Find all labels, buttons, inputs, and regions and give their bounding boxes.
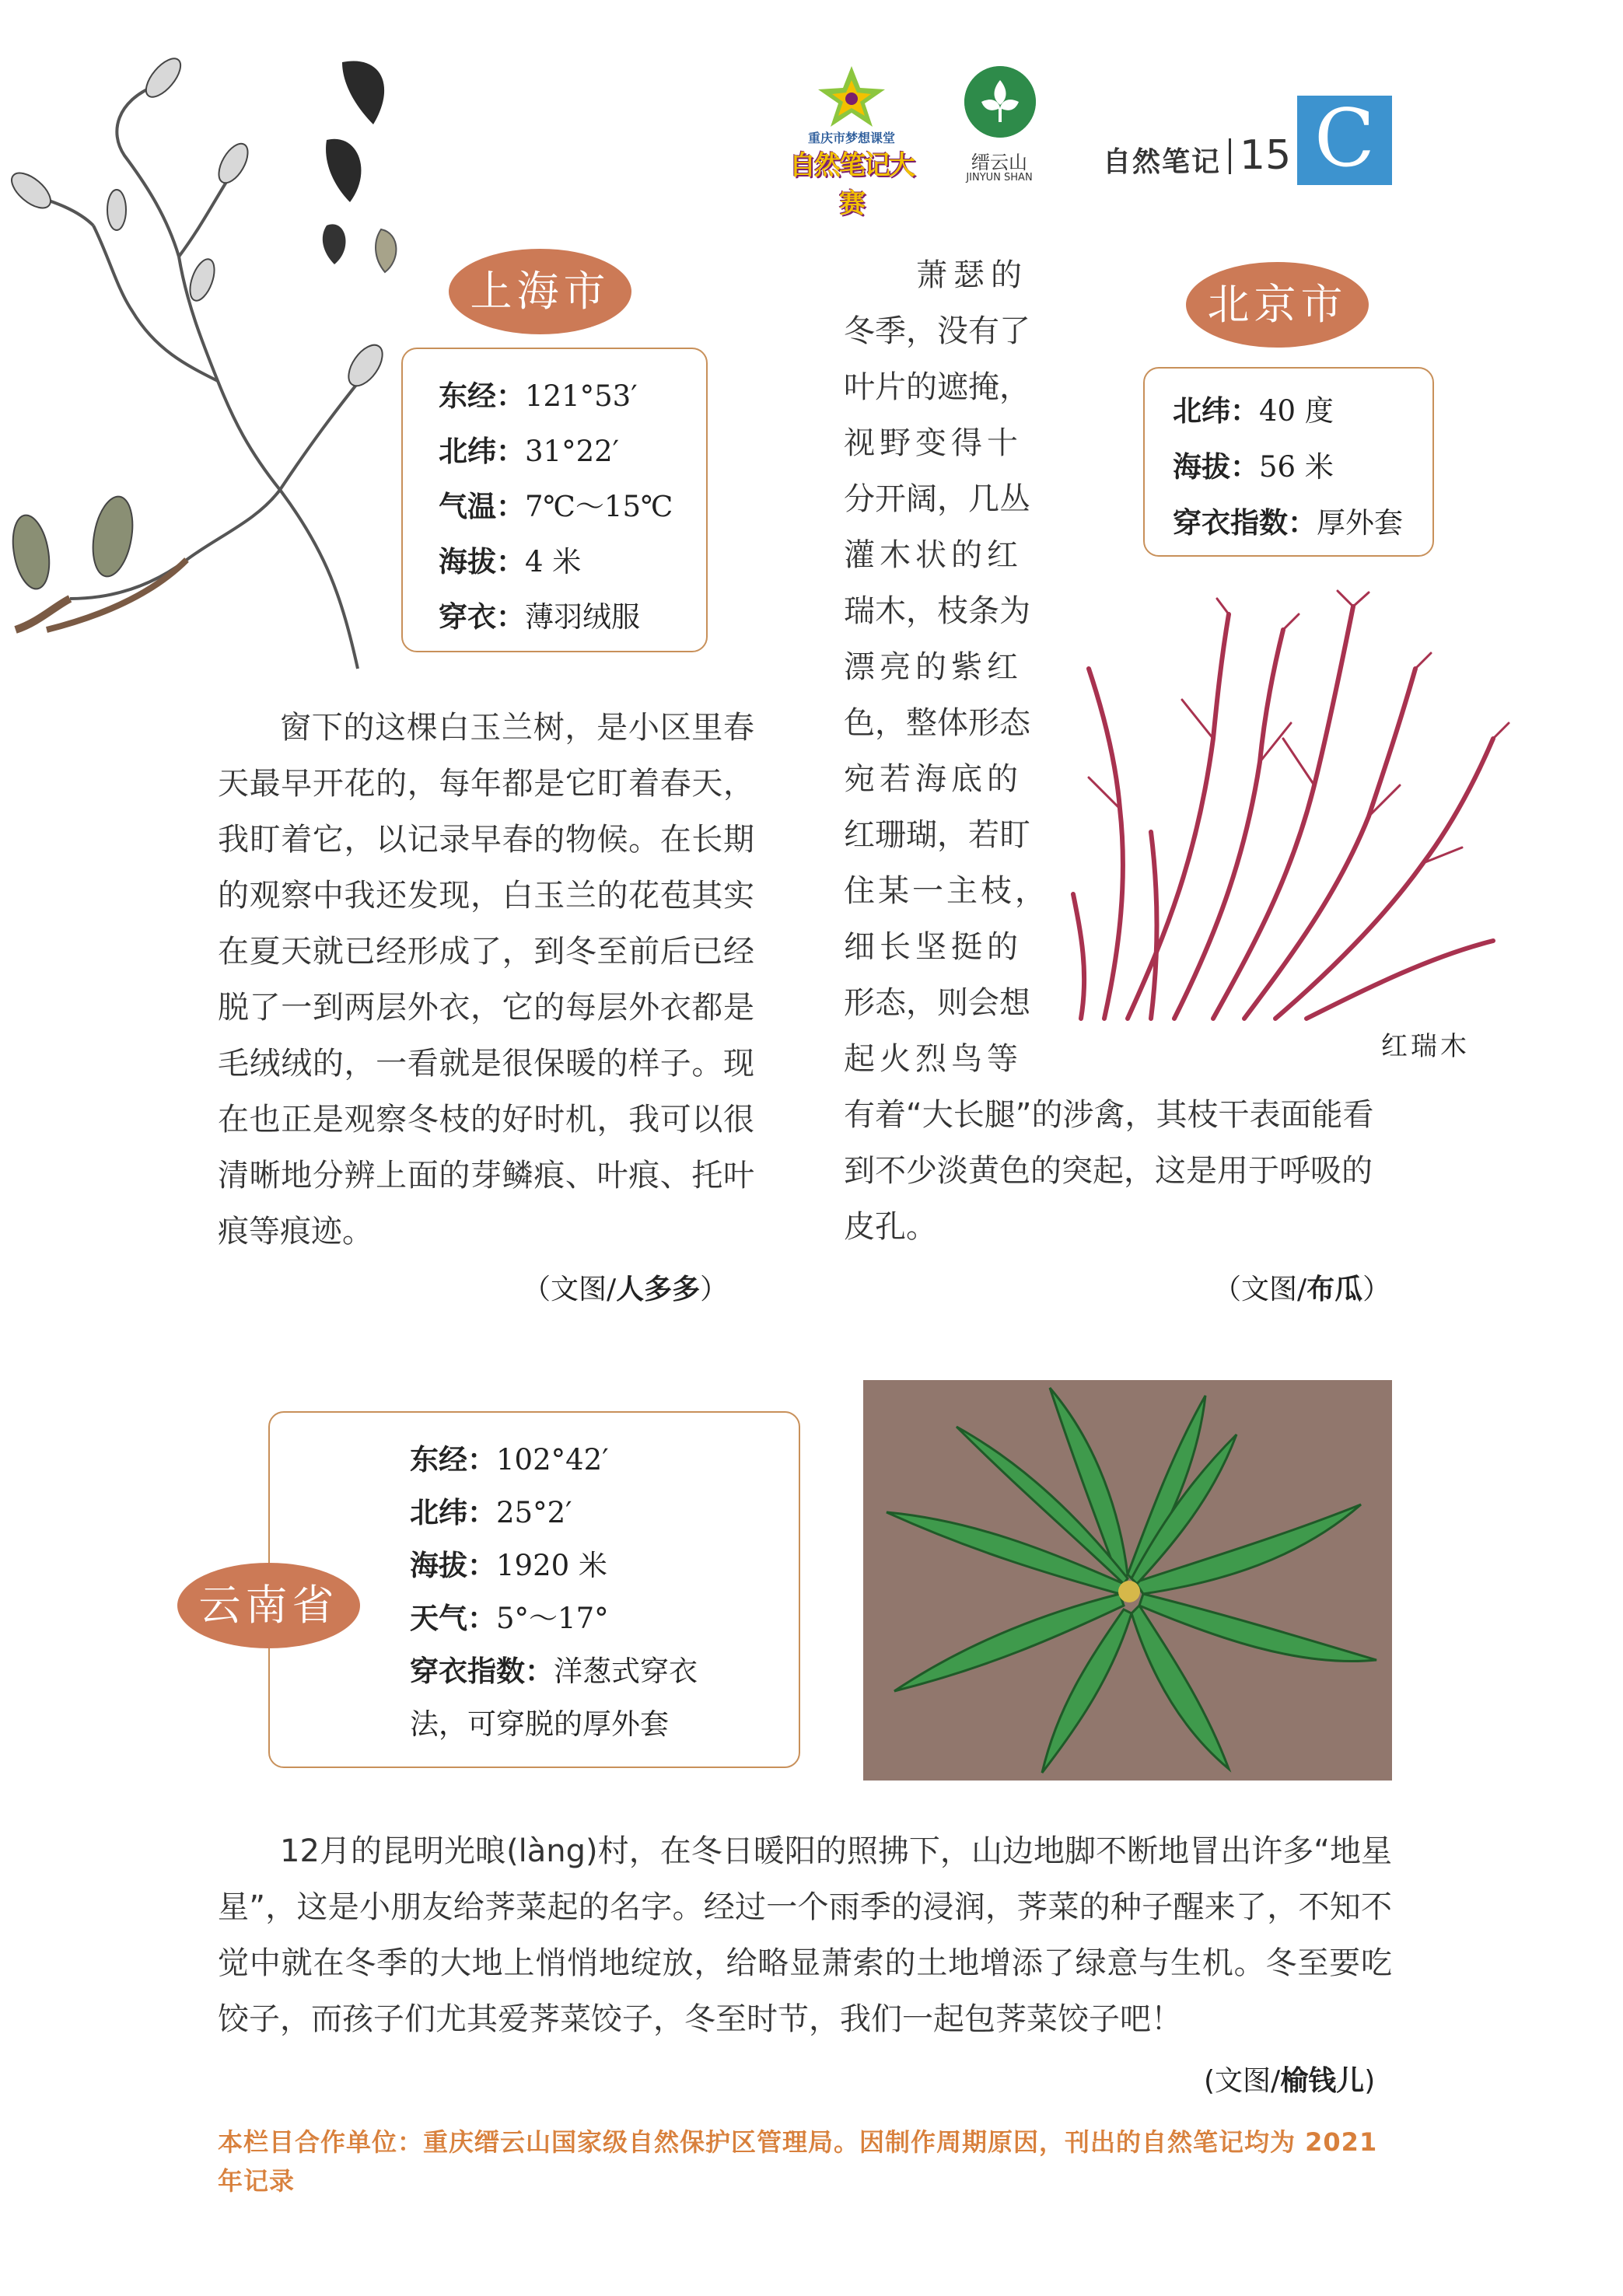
info-box-beijing (1143, 367, 1434, 557)
info-row: 北纬：31°22′ (439, 435, 620, 468)
info-row: 穿衣指数：洋葱式穿衣 (410, 1655, 698, 1688)
info-row: 法，可穿脱的厚外套 (410, 1707, 669, 1741)
text-line: 漂亮的紫红 (844, 649, 1023, 685)
page-number: 15 (1240, 132, 1292, 179)
text-line: 形态，则会想 (844, 985, 1030, 1021)
text-line: 视野变得十 (844, 425, 1023, 461)
text-line: 起火烈鸟等 (844, 1041, 1023, 1077)
section-letter-badge: C (1297, 96, 1392, 185)
info-row: 东经：121°53′ (439, 379, 638, 413)
jinyunshan-logo (957, 66, 1042, 183)
magnolia-bud-scales-illustration (311, 54, 428, 280)
illustration-caption: 红瑞木 (1381, 1031, 1470, 1062)
region-badge-shanghai: 上海市 (449, 249, 631, 334)
text-line: 冬季，没有了 (844, 313, 1030, 349)
jinyunshan-logo-en: JINYUN SHAN (966, 172, 1033, 183)
shepherds-purse-illustration (863, 1380, 1392, 1781)
author-name: 布瓜 (1306, 1274, 1363, 1305)
info-row: 海拔：4 米 (439, 545, 582, 578)
info-row: 穿衣：薄羽绒服 (439, 600, 640, 634)
jinyunshan-logo-cn: 缙云山 (971, 152, 1027, 173)
text-line: 皮孔。 (844, 1209, 937, 1245)
text-line: 到不少淡黄色的突起，这是用于呼吸的 (844, 1153, 1373, 1189)
text-line: 叶片的遮掩， (844, 369, 1030, 405)
star-logo-icon (817, 66, 887, 128)
yunnan-article: 12月的昆明光㫰(làng)村，在冬日暖阳的照拂下，山边地脚不断地冒出许多“地星星”，这是小朋友给荠菜起的名字。经过一个雨季的浸润，荠菜的种子醒来了，不知不觉中就在冬季的大地上悄悄地绽放，给略显萧索的土地增添了绿意与生机。冬至要吃饺子，而孩子们尤其爱荠菜饺子，冬至时节，我们一起包荠菜饺子吧！ (218, 1833, 1392, 2037)
text-line: 色，整体形态 (844, 705, 1030, 741)
info-row: 北纬：40 度 (1173, 394, 1334, 428)
author-name: 榆钱儿 (1280, 2065, 1365, 2097)
info-row: 东经：102°42′ (410, 1443, 609, 1476)
info-row: 海拔：1920 米 (410, 1549, 607, 1582)
red-osier-dogwood-illustration (1058, 583, 1524, 1026)
text-line: 瑞木，枝条为 (844, 593, 1030, 629)
info-row: 北纬：25°2′ (410, 1496, 572, 1529)
shanghai-article: 窗下的这棵白玉兰树，是小区里春天最早开花的，每年都是它盯着春天，我盯着它，以记录早春的物候。在长期的观察中我还发现，白玉兰的花苞其实在夏天就已经形成了，到冬至前后已经脱了一到两层外衣，它的每层外衣都是毛绒绒的，一看就是很保暖的样子。现在也正是观察冬枝的好时机，我可以很清晰地分辨上面的芽鳞痕、叶痕、托叶痕等痕迹。 (218, 710, 754, 1249)
shanghai-credit: （文图/人多多） (523, 1274, 729, 1305)
text-line: 住某一主枝， (844, 873, 1049, 909)
contest-logo-title: 自然笔记大赛 (789, 150, 914, 219)
text-line: 红珊瑚，若盯 (844, 817, 1030, 853)
text-line: 有着“大长腿”的涉禽，其枝干表面能看 (844, 1097, 1374, 1133)
text-line: 宛若海底的 (844, 761, 1023, 797)
header-divider (1229, 138, 1231, 174)
text-line: 萧瑟的 (916, 257, 1028, 293)
info-box-shanghai (401, 348, 708, 652)
beijing-credit: （文图/布瓜） (1213, 1274, 1391, 1305)
text-line: 细长坚挺的 (844, 929, 1023, 965)
contest-logo-subtitle: 重庆市梦想课堂 (807, 131, 895, 145)
info-row: 穿衣指数：厚外套 (1173, 506, 1403, 540)
text-line: 分开阔，几丛 (844, 481, 1030, 517)
region-badge-beijing: 北京市 (1186, 262, 1369, 348)
info-row: 海拔：56 米 (1173, 450, 1334, 484)
leaf-logo-icon (964, 66, 1036, 138)
contest-logo (778, 66, 925, 219)
author-name: 人多多 (616, 1274, 701, 1305)
info-row: 气温：7℃～15℃ (439, 490, 673, 523)
partner-note: 本栏目合作单位：重庆缙云山国家级自然保护区管理局。因制作周期原因，刊出的自然笔记均为 2021 年记录 (218, 2127, 1378, 2196)
info-row: 天气：5°～17° (410, 1602, 609, 1635)
yunnan-credit: (文图/榆钱儿) (1204, 2065, 1376, 2097)
text-line: 灌木状的红 (844, 537, 1023, 573)
column-title: 自然笔记 (1103, 146, 1222, 178)
region-badge-yunnan: 云南省 (177, 1563, 360, 1648)
